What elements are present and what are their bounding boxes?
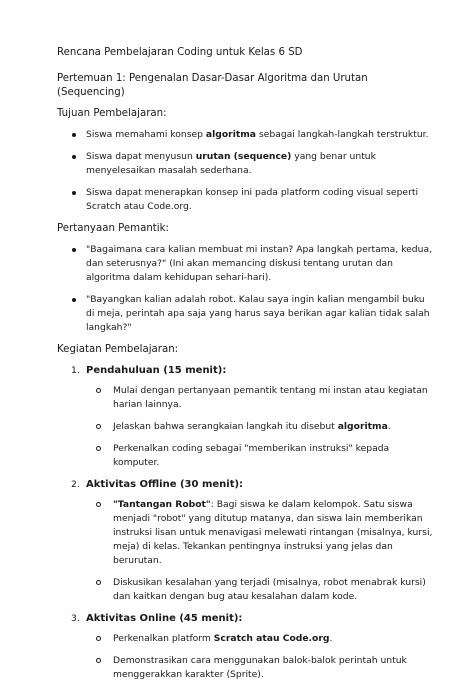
list-item: Jelaskan bahwa serangkaian langkah itu disebut algoritma. [86, 420, 434, 434]
document-title: Rencana Pembelajaran Coding untuk Kelas 6 SD [57, 47, 303, 58]
objectives-list [57, 128, 434, 214]
list-item: "Bagaimana cara kalian membuat mi instan? Apa langkah pertama, kedua, dan seterusnya?" (Ini akan memancing diskusi tentang urutan dan algoritma dalam kehidupan sehari-hari). [57, 243, 434, 285]
list-item: Mulai dengan pertanyaan pemantik tentang mi instan atau kegiatan harian lainnya. [86, 384, 434, 412]
activity-section [57, 478, 434, 604]
list-item: Siswa dapat menyusun urutan (sequence) yang benar untuk menyelesaikan masalah sederhana. [57, 150, 434, 178]
meeting-heading: Pertemuan 1: Pengenalan Dasar-Dasar Algoritma dan Urutan (Sequencing) [57, 73, 368, 98]
section-number: 2. [71, 479, 80, 490]
list-item: Siswa dapat menerapkan konsep ini pada platform coding visual seperti Scratch atau Code.org. [57, 186, 434, 214]
activities-list [57, 364, 434, 682]
section-title: Aktivitas Offline (30 menit): [86, 479, 244, 490]
list-item: Siswa memahami konsep algoritma sebagai langkah-langkah terstruktur. [57, 128, 434, 142]
section-number: 3. [71, 613, 80, 624]
questions-list [57, 243, 434, 335]
objectives-heading: Tujuan Pembelajaran: [57, 108, 167, 119]
list-item: Diskusikan kesalahan yang terjadi (misalnya, robot menabrak kursi) dan kaitkan dengan bug atau kesalahan dalam kode. [86, 576, 434, 604]
list-item: Demonstrasikan cara menggunakan balok-balok perintah untuk menggerakkan karakter (Sprite). [86, 654, 434, 682]
list-item: Perkenalkan coding sebagai "memberikan instruksi" kepada komputer. [86, 442, 434, 470]
list-item: "Tantangan Robot": Bagi siswa ke dalam kelompok. Satu siswa menjadi "robot" yang ditutup matanya, dan siswa lain memberikan instruksi lisan untuk menavigasi melewati rintangan (misalnya, kursi, meja) di kelas. Tekankan pentingnya instruksi yang jelas dan berurutan. [86, 498, 434, 568]
section-title: Pendahuluan (15 menit): [86, 365, 227, 376]
activity-section [57, 364, 434, 470]
section-items [86, 384, 434, 470]
list-item: Perkenalkan platform Scratch atau Code.org. [86, 632, 434, 646]
section-items [86, 632, 434, 682]
section-items [86, 498, 434, 604]
questions-heading: Pertanyaan Pemantik: [57, 223, 169, 234]
section-number: 1. [71, 365, 80, 376]
activities-heading: Kegiatan Pembelajaran: [57, 344, 179, 355]
section-title: Aktivitas Online (45 menit): [86, 613, 243, 624]
activity-section [57, 612, 434, 682]
list-item: "Bayangkan kalian adalah robot. Kalau saya ingin kalian mengambil buku di meja, perintah apa saja yang harus saya berikan agar kalian tidak salah langkah?" [57, 293, 434, 335]
